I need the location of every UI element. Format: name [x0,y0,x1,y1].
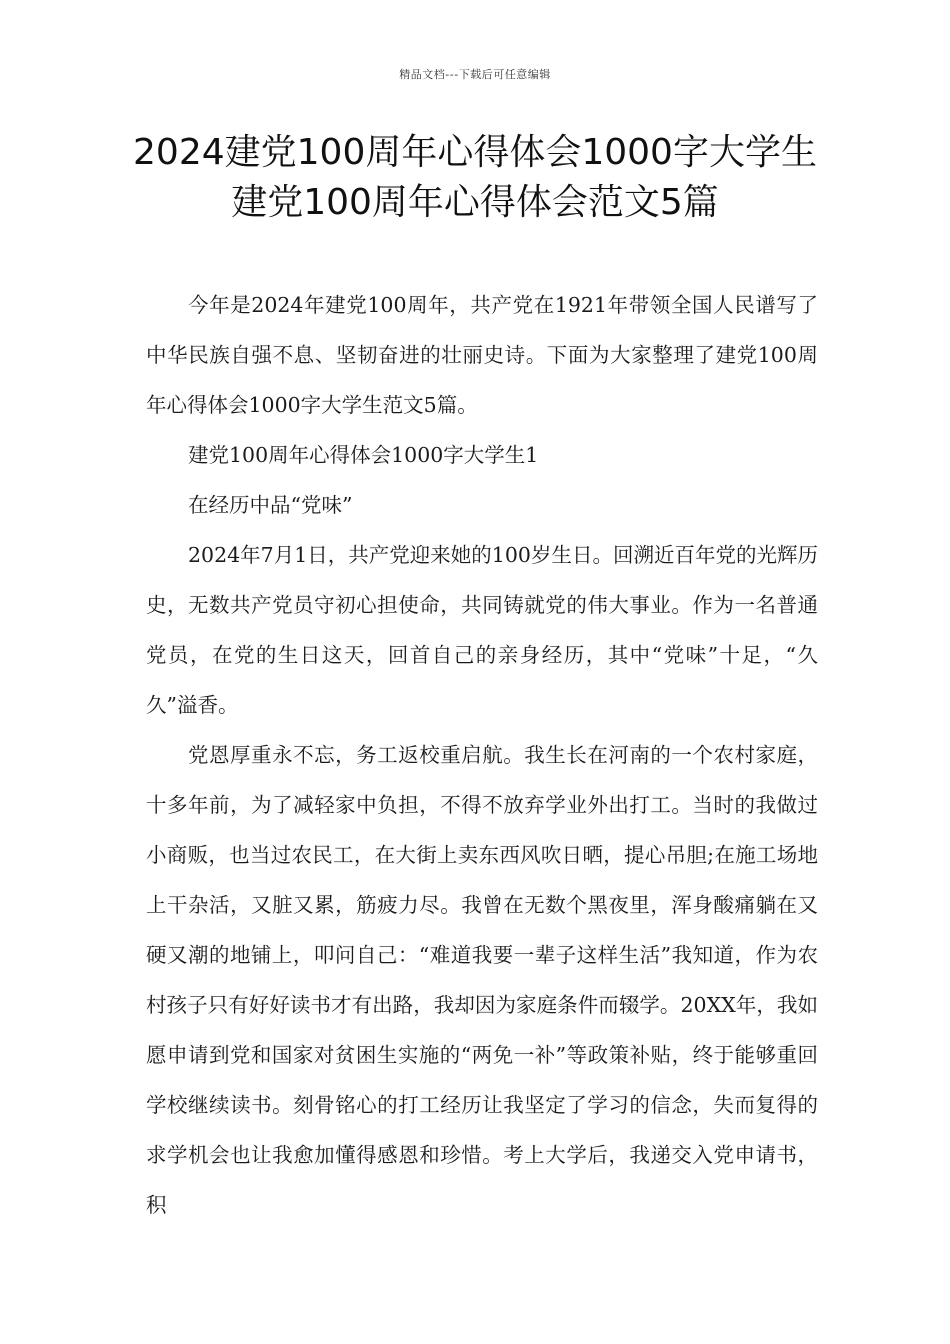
document-title: 2024建党100周年心得体会1000字大学生 建党100周年心得体会范文5篇 [133,132,817,223]
body-paragraph: 2024年7月1日，共产党迎来她的100岁生日。回溯近百年党的光辉历史，无数共产党员守初心担使命，共同铸就党的伟大事业。作为一名普通党员，在党的生日这天，回首自己的亲身经历，其中“党味”十足，“久久”溢香。 [146,543,818,717]
section-subtitle: 在经历中品“党味” [188,493,353,517]
document-body [146,280,818,1230]
body-paragraph: 党恩厚重永不忘，务工返校重启航。我生长在河南的一个农村家庭，十多年前，为了减轻家中负担，不得不放弃学业外出打工。当时的我做过小商贩，也当过农民工，在大街上卖东西风吹日晒，提心吊胆;在施工场地上干杂活，又脏又累，筋疲力尽。我曾在无数个黑夜里，浑身酸痛躺在又硬又潮的地铺上，叩问自己：“难道我要一辈子这样生活”我知道，作为农村孩子只有好好读书才有出路，我却因为家庭条件而辍学。20XX年，我如愿申请到党和国家对贫困生实施的“两免一补”等政策补贴，终于能够重回学校继续读书。刻骨铭心的打工经历让我坚定了学习的信念，失而复得的求学机会也让我愈加懂得感恩和珍惜。考上大学后，我递交入党申请书，积 [146,743,818,1217]
intro-paragraph: 今年是2024年建党100周年，共产党在1921年带领全国人民谱写了中华民族自强不息、坚韧奋进的壮丽史诗。下面为大家整理了建党100周年心得体会1000字大学生范文5篇。 [146,293,818,417]
section-heading: 建党100周年心得体会1000字大学生1 [188,443,539,467]
page-header: 精品文档---下载后可任意编辑 [399,68,551,81]
